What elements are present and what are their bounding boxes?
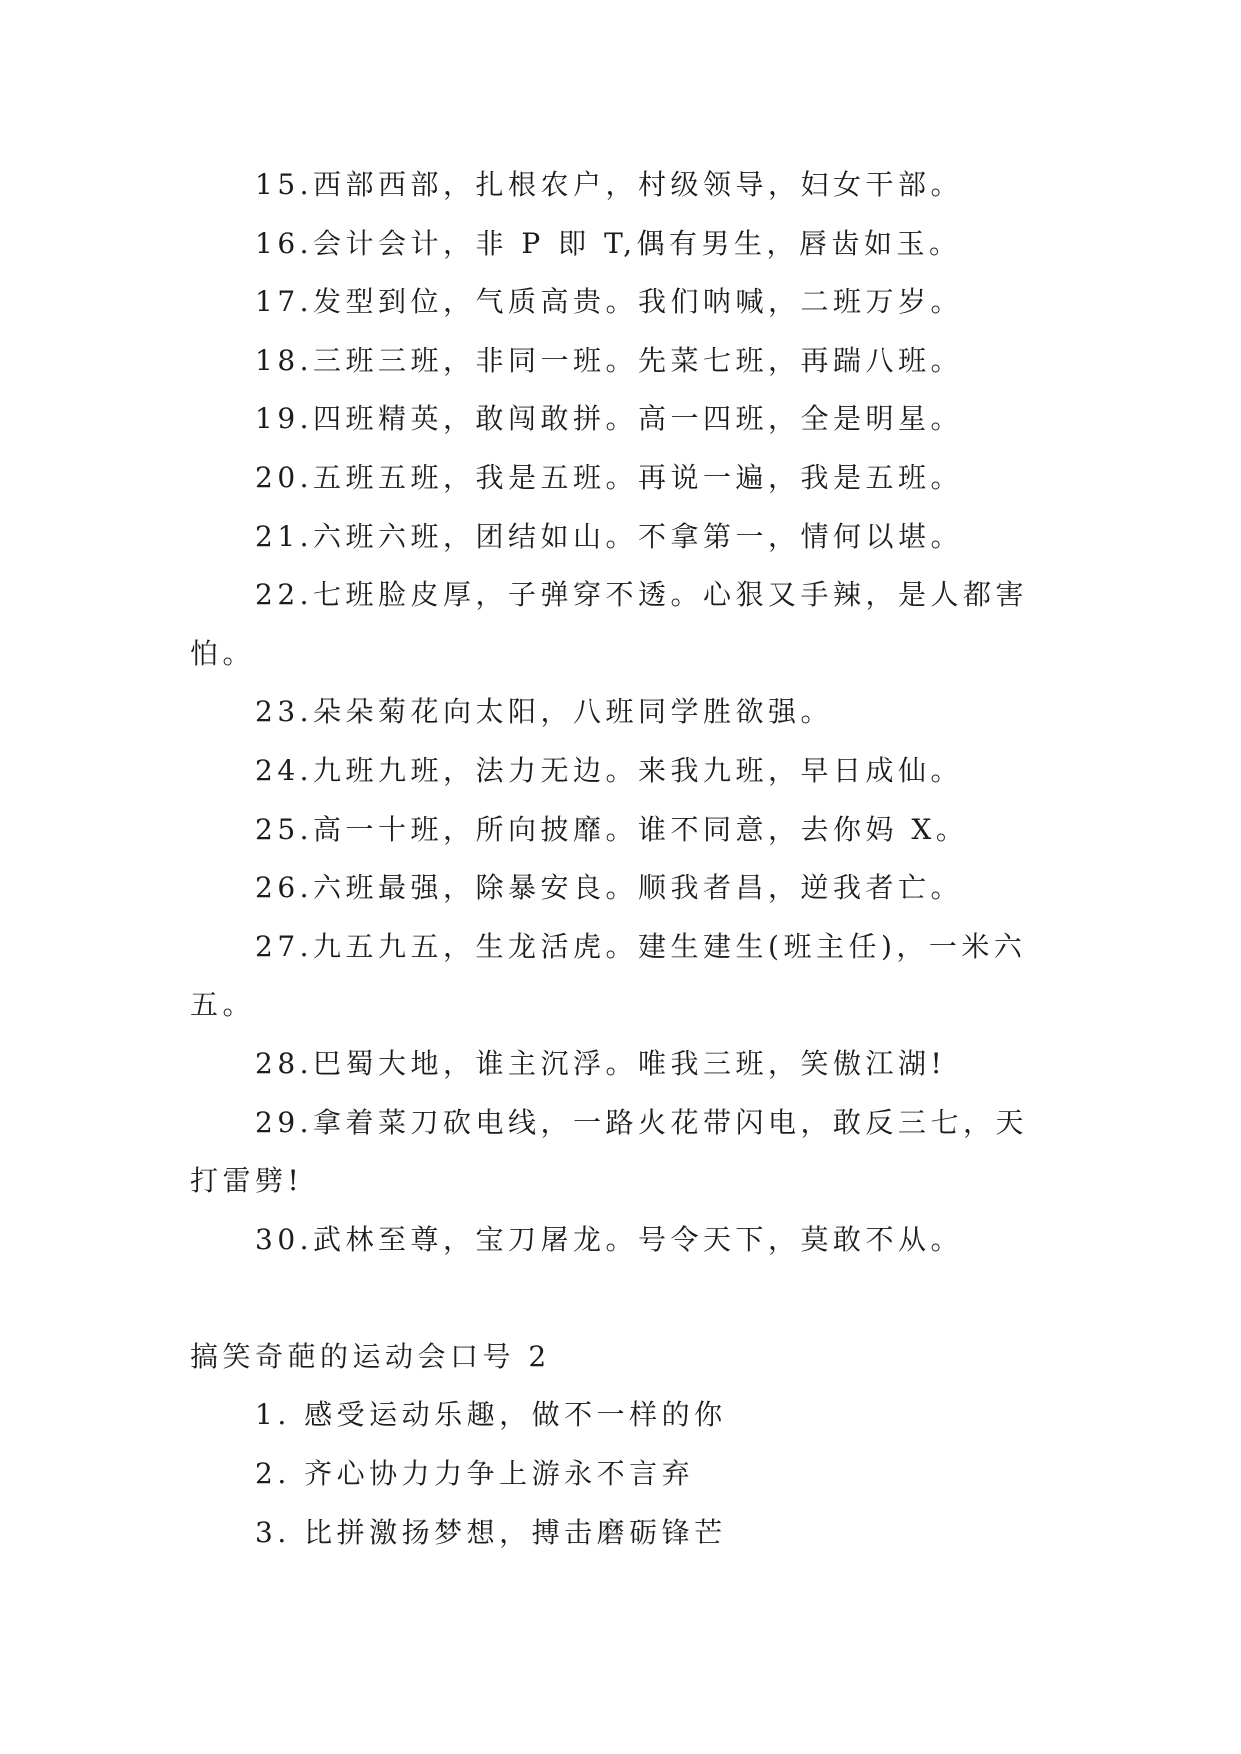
slogan-item-22 [0, 566, 1241, 683]
slogan-line: 22.七班脸皮厚，子弹穿不透。心狠又手辣，是人都害 [255, 578, 1029, 612]
section-heading-text: 搞笑奇葩的运动会口号 2 [190, 1339, 551, 1373]
slogan-line: 16.会计会计，非 P 即 T,偶有男生，唇齿如玉。 [255, 226, 962, 260]
slogan-line: 27.九五九五，生龙活虎。建生建生(班主任)，一米六 [255, 929, 1027, 963]
slogan-line-continuation: 打雷劈! [190, 1164, 304, 1198]
slogan-line-continuation: 怕。 [190, 636, 256, 670]
slogan-line: 19.四班精英，敢闯敢拼。高一四班，全是明星。 [255, 402, 964, 436]
slogan-line: 30.武林至尊，宝刀屠龙。号令天下，莫敢不从。 [255, 1222, 964, 1256]
slogan-item-29 [0, 1094, 1241, 1211]
slogan-line: 15.西部西部，扎根农户，村级领导，妇女干部。 [255, 168, 964, 201]
slogan-item-18 [0, 332, 1241, 391]
list-item-text: 3. 比拼激扬梦想，搏击磨砺锋芒 [255, 1515, 727, 1549]
slogan-item-25 [0, 801, 1241, 860]
slogan-item-19 [0, 390, 1241, 449]
slogan-item-24 [0, 742, 1241, 801]
slogan-line: 24.九班九班，法力无边。来我九班，早日成仙。 [255, 753, 964, 787]
slogan-line: 21.六班六班，团结如山。不拿第一，情何以堪。 [255, 519, 964, 553]
section-heading [0, 1328, 1241, 1387]
slogan-item-15 [0, 156, 1241, 215]
slogan-line: 18.三班三班，非同一班。先菜七班，再踹八班。 [255, 343, 964, 377]
slogan-item-26 [0, 859, 1241, 918]
slogan-line: 29.拿着菜刀砍电线，一路火花带闪电，敢反三七，天 [255, 1105, 1029, 1139]
list-item-2 [0, 1445, 1241, 1504]
list-item-3 [0, 1504, 1241, 1563]
slogan-line: 17.发型到位，气质高贵。我们呐喊，二班万岁。 [255, 285, 964, 319]
list-item-text: 2. 齐心协力力争上游永不言弃 [255, 1457, 695, 1491]
slogan-item-17 [0, 273, 1241, 332]
slogan-line: 20.五班五班，我是五班。再说一遍，我是五班。 [255, 460, 964, 494]
slogan-line: 23.朵朵菊花向太阳，八班同学胜欲强。 [255, 695, 834, 729]
list-item-1 [0, 1386, 1241, 1445]
list-item-text: 1. 感受运动乐趣，做不一样的你 [255, 1398, 727, 1432]
slogan-item-30 [0, 1211, 1241, 1270]
slogan-item-23 [0, 683, 1241, 742]
slogan-item-28 [0, 1035, 1241, 1094]
slogan-item-16 [0, 215, 1241, 274]
slogan-item-20 [0, 449, 1241, 508]
slogan-item-27 [0, 918, 1241, 1035]
slogan-line-continuation: 五。 [190, 988, 256, 1022]
slogan-line: 25.高一十班，所向披靡。谁不同意，去你妈 X。 [255, 812, 969, 846]
slogan-item-21 [0, 508, 1241, 567]
slogan-line: 26.六班最强，除暴安良。顺我者昌，逆我者亡。 [255, 871, 964, 905]
blank-line [0, 1269, 1241, 1328]
slogan-line: 28.巴蜀大地，谁主沉浮。唯我三班，笑傲江湖! [255, 1046, 947, 1080]
